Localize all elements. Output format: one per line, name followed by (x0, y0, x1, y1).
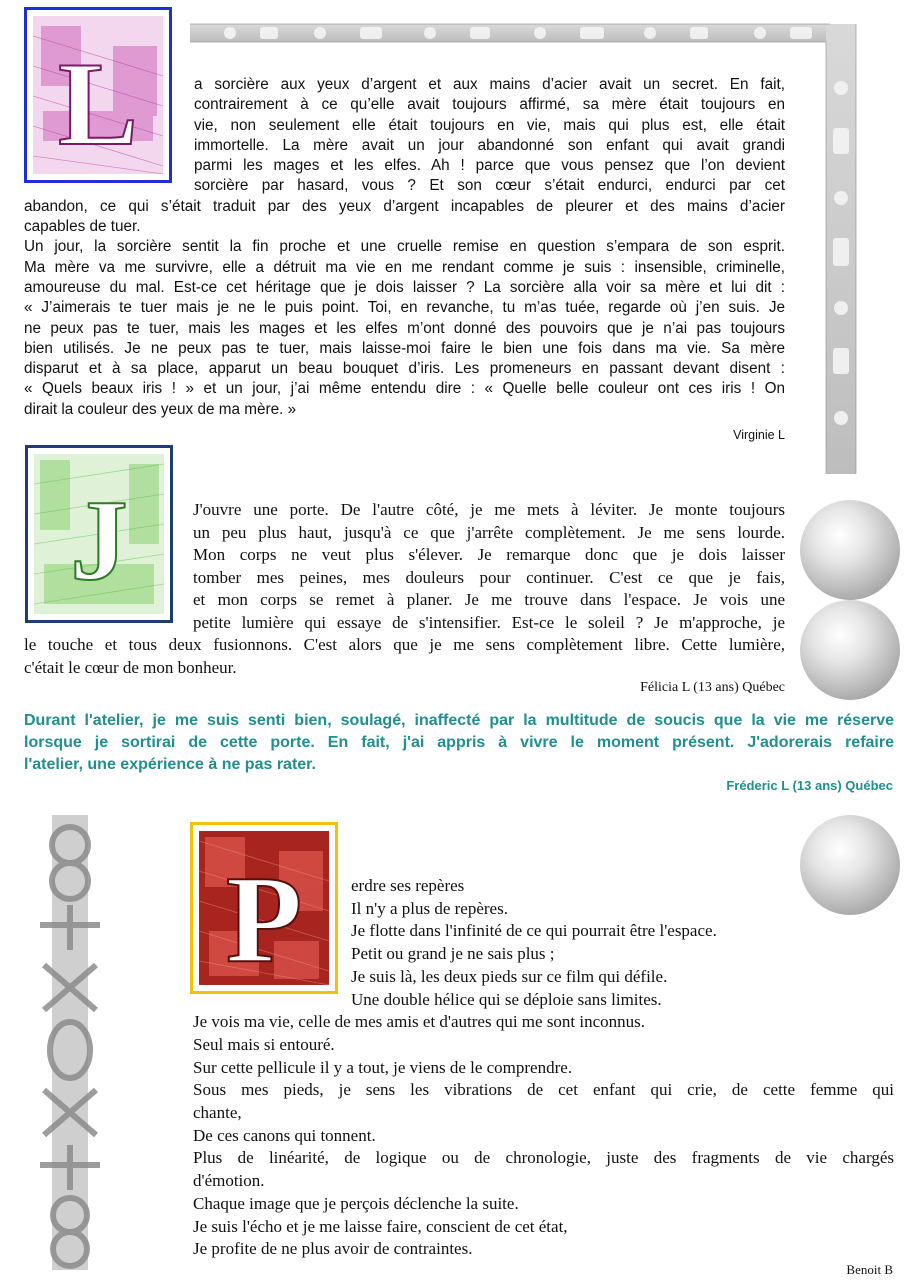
text-line: De ces canons qui tonnent. (193, 1125, 376, 1145)
text-line: immortelle. La mère avait un jour abandonné son enfant qui avait grandi (194, 136, 785, 154)
dropcap-letter-p: P (225, 851, 303, 985)
text-line: Petit ou grand je ne sais plus ; (351, 944, 555, 964)
author-signature: Benoit B (846, 1262, 893, 1277)
text-line: bien utilisés. Je ne peux pas te tuer, mais laisse-moi faire le bien une fois dans ma vie. Sa mère (24, 339, 785, 357)
story-2-text (24, 499, 785, 679)
dropcap-letter-l: L (57, 37, 139, 170)
text-line: chante, (193, 1103, 242, 1123)
text-line: Ma mère va me survivre, elle a détruit ma vie en me rendant comme je suis : insensible, criminelle, (24, 258, 785, 276)
text-line: Sous mes pieds, je sens les vibrations de cet enfant qui crie, de cette femme qui (193, 1080, 894, 1100)
story-1-text (24, 75, 785, 420)
story-3-poem (193, 875, 894, 1261)
sphere-ornament (800, 600, 900, 700)
text-line: dirait la couleur des yeux de ma mère. » (24, 400, 297, 418)
text-line: capables de tuer. (24, 218, 141, 236)
sphere-ornament (800, 500, 900, 600)
text-line: l'atelier, une expérience à ne pas rater. (24, 756, 316, 773)
text-line: J'ouvre une porte. De l'autre côté, je me mets à léviter. Je monte toujours (193, 500, 785, 519)
text-line: Durant l'atelier, je me suis senti bien, soulagé, inaffecté par la multitude de soucis que la vie me réserve (24, 712, 894, 729)
decorative-column-ornament (30, 815, 110, 1270)
text-line: Je suis l'écho et je me laisse faire, conscient de cet état, (193, 1216, 568, 1236)
text-line: lorsque je sortirai de cette porte. En fait, j'ai appris à vivre le moment présent. J'adorerais refaire (24, 734, 894, 751)
text-line: amoureuse du mal. Est-ce cet héritage que je dois laisser ? La sorcière alla voir sa mère et lui dit : (24, 278, 785, 296)
text-line: Je vois ma vie, celle de mes amis et d'autres qui me sont inconnus. (193, 1012, 646, 1032)
text-line: Chaque image que je perçois déclenche la suite. (193, 1193, 519, 1213)
author-signature: Félicia L (13 ans) Québec (640, 680, 785, 695)
text-line: petite lumière qui essaye de s'intensifier. Est-ce le soleil ? Je m'approche, je (193, 612, 785, 632)
text-line: Plus de linéarité, de logique ou de chronologie, juste des fragments de vie chargés (193, 1148, 894, 1168)
dropcap-letter-j: J (70, 477, 128, 604)
text-line: sorcière par hasard, vous ? Et son cœur s’était endurci, endurci par cet (194, 177, 785, 195)
text-line: « J’aimerais te tuer mais je ne le puis point. Toi, en revanche, tu m’as tuée, regarde où j’en suis. Je (24, 299, 785, 317)
text-line: Mon corps ne veut plus s'élever. Je remarque donc que je dois laisser (193, 545, 785, 564)
text-line: a sorcière aux yeux d’argent et aux mains d’acier avait un secret. En fait, (194, 76, 785, 93)
text-line: Je flotte dans l'infinité de ce qui pourrait être l'espace. (351, 921, 717, 941)
text-line: c'était le cœur de mon bonheur. (24, 657, 237, 677)
text-line: erdre ses repères (351, 876, 465, 895)
text-line: Je profite de ne plus avoir de contraintes. (193, 1239, 473, 1259)
text-line: un peu plus haut, jusqu'à ce que j'arrête complètement. Je me sens lourde. (193, 522, 785, 542)
text-line: Seul mais si entouré. (193, 1034, 335, 1054)
text-line: parmi les mages et les elfes. Ah ! parce que vous pensez que l’on devient (194, 157, 785, 175)
text-line: Je suis là, les deux pieds sur ce film qui défile. (351, 966, 668, 986)
text-line: ne peux pas te tuer, mais les mages et les elfes m’ont donné des pouvoirs que je n’ai pas toujours (24, 319, 785, 337)
text-line: contrairement à ce qu’elle avait toujours affirmé, sa mère était toujours en (194, 96, 785, 114)
text-line: Une double hélice qui se déploie sans limites. (351, 989, 662, 1009)
text-line: et mon corps se remet à planer. Je me trouve dans l'espace. Je vois une (193, 590, 785, 609)
text-line: Un jour, la sorcière sentit la fin proche et une cruelle remise en question s’empara de son esprit. (24, 238, 785, 256)
text-line: tomber mes peines, mes douleurs pour continuer. C'est ce que je fais, (193, 567, 785, 587)
text-line: d'émotion. (193, 1171, 265, 1191)
author-signature: Virginie L (733, 428, 785, 442)
text-line: Sur cette pellicule il y a tout, je viens de le comprendre. (193, 1057, 573, 1077)
text-line: « Quels beaux iris ! » et un jour, j’ai même entendu dire : « Quelle belle couleur ont ces iris ! On (24, 380, 785, 398)
testimony-text (24, 710, 894, 776)
author-signature: Fréderic L (13 ans) Québec (726, 778, 893, 793)
text-line: le touche et tous deux fusionnons. C'est alors que je me sens complètement libre. Cette lumière, (24, 635, 785, 654)
text-line: abandon, ce qui s’était traduit par des yeux d’argent incapables de pleurer et des mains d’acier (24, 197, 785, 215)
text-line: disparut et à sa place, apparut un beau bouquet d’iris. Les promeneurs en passant devant disent : (24, 360, 785, 378)
text-line: vie, non seulement elle était toujours en vie, mais qui plus est, elle était (194, 116, 785, 134)
text-line: Il n'y a plus de repères. (351, 898, 508, 918)
